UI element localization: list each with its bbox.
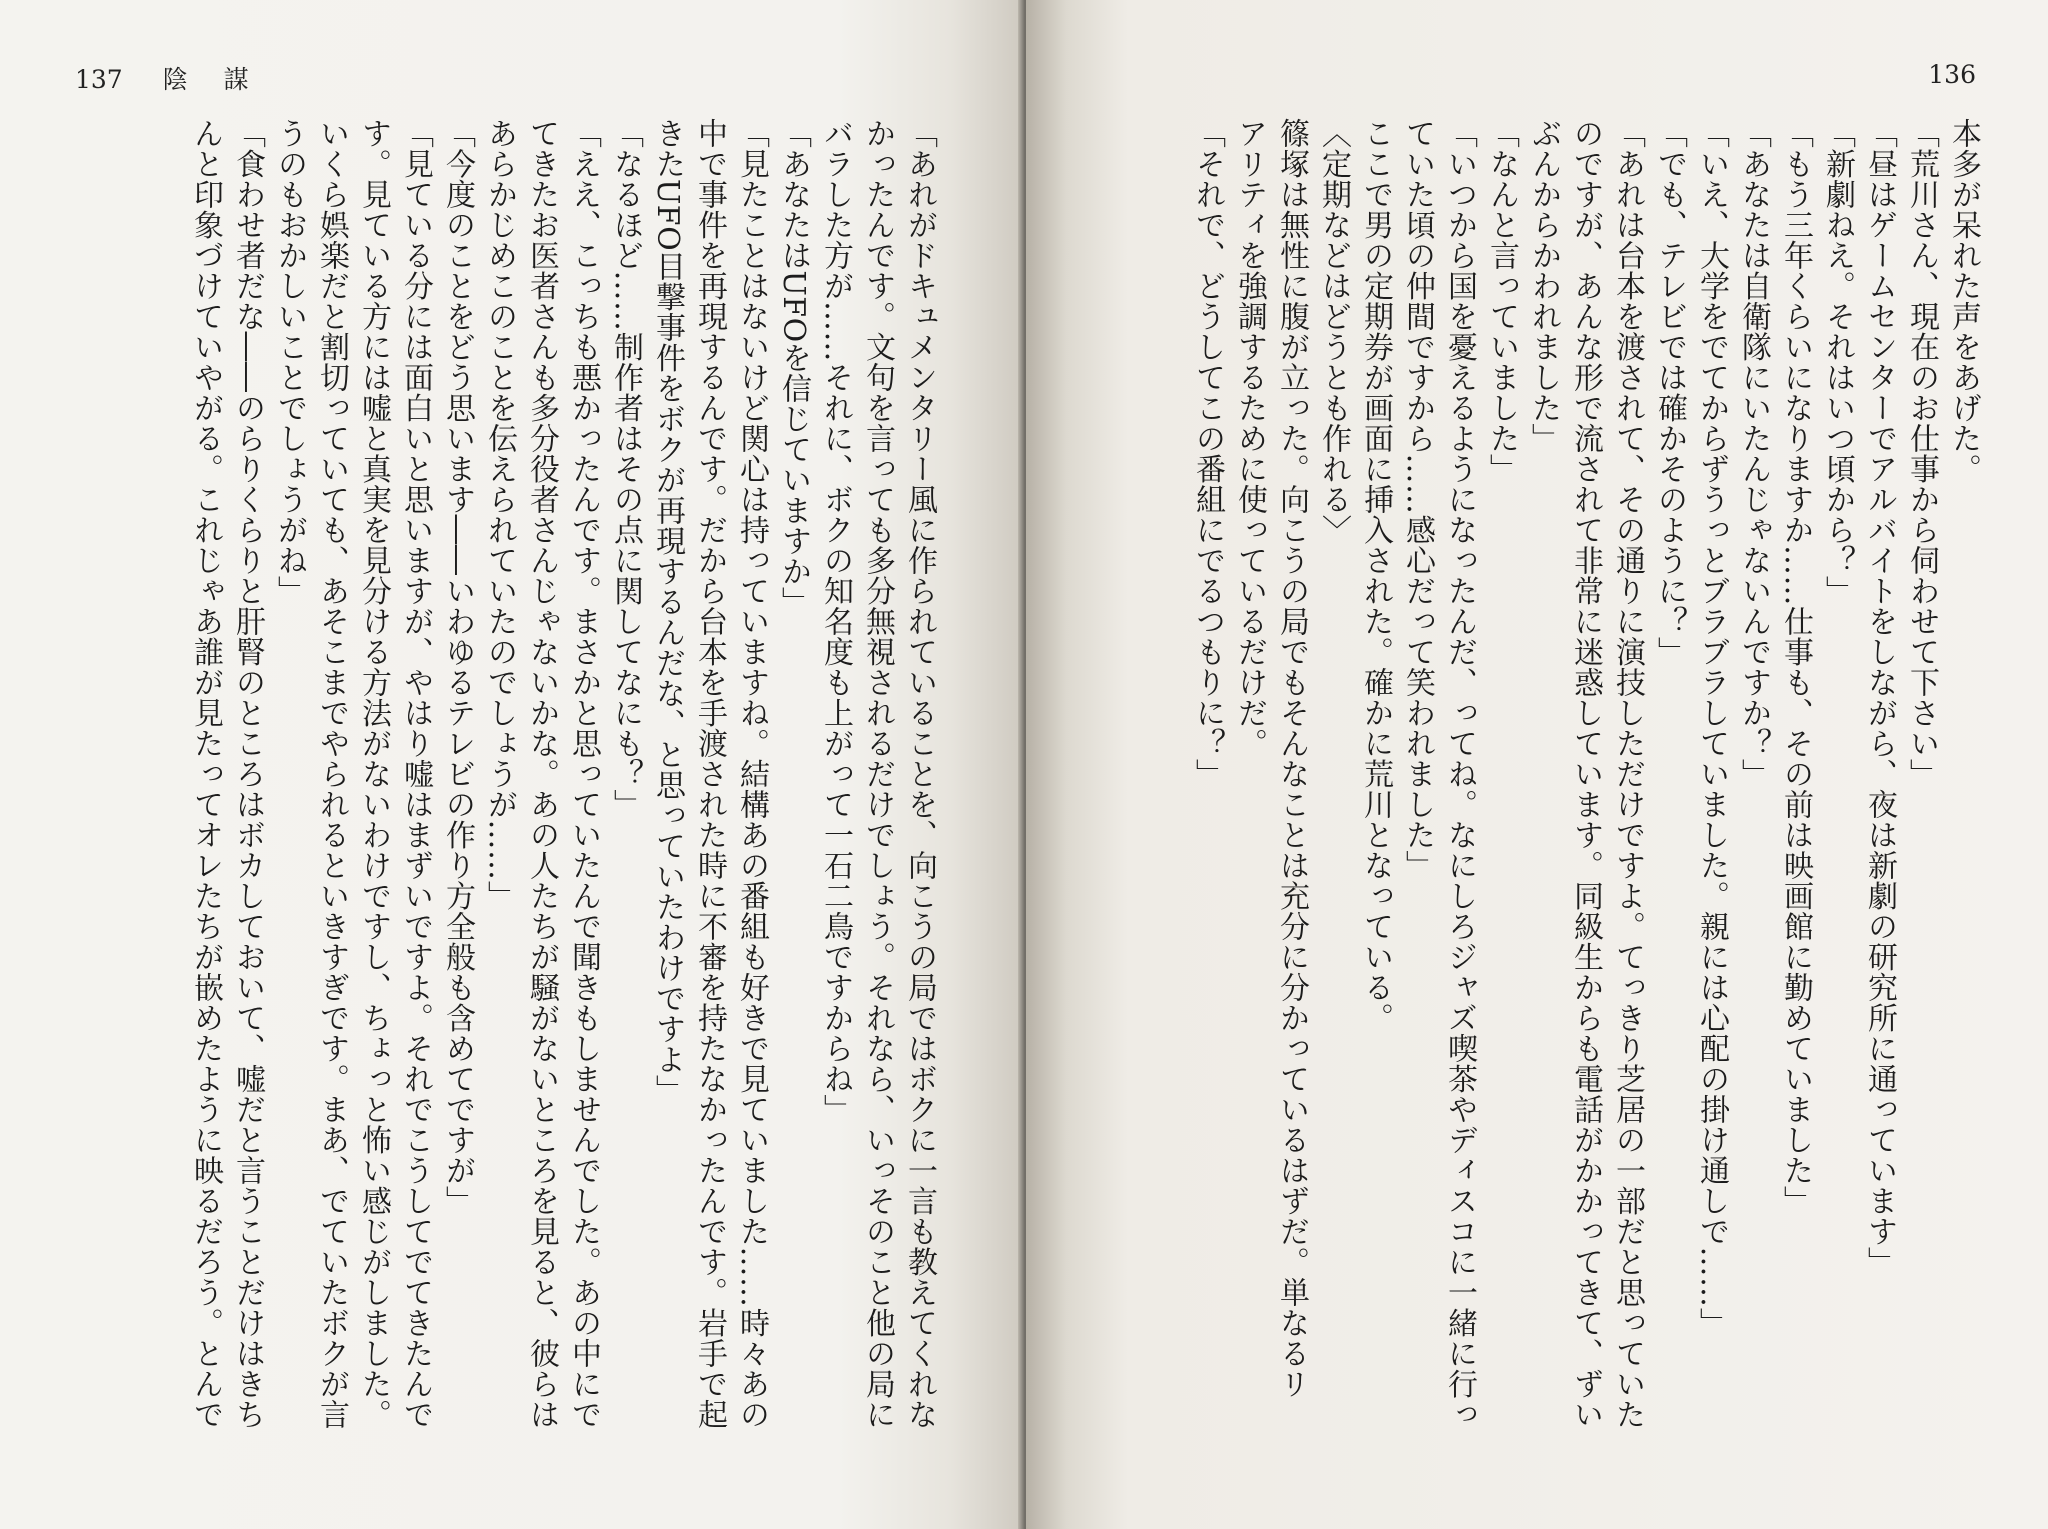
text-line: 「あれは台本を渡されて、その通りに演技しただけですよ。てっきり芝居の一部だと思っていた — [1610, 118, 1645, 1430]
text-line: のですが、あんな形で流されて非常に迷惑しています。同級生からも電話がかかってきて、ずい — [1568, 118, 1603, 1430]
text-line: かったんです。文句を言っても多分無視されるだけでしょう。それなら、いっそのこと他の局に — [860, 118, 895, 1430]
text-line: いくら娯楽だと割切っていても、あそこまでやられるといきすぎです。まあ、でていたボクが言 — [314, 118, 349, 1430]
text-line: うのもおかしいことでしょうがね」 — [272, 118, 307, 606]
text-line: ぶんからかわれました」 — [1526, 118, 1561, 454]
text-line: 「今度のことをどう思います――いわゆるテレビの作り方全般も含めてですが」 — [440, 118, 475, 1216]
text-line: あらかじめこのことを伝えられていたのでしょうが……」 — [482, 118, 517, 911]
text-line: ここで男の定期券が画面に挿入された。確かに荒川となっている。 — [1358, 118, 1393, 1033]
text-line: 「荒川さん、現在のお仕事から伺わせて下さい」 — [1904, 118, 1939, 789]
text-line: アリティを強調するために使っているだけだ。 — [1232, 118, 1267, 759]
text-line: 「食わせ者だな――のらりくらりと肝腎のところはボカしておいて、嘘だと言うことだけはきち — [230, 118, 265, 1430]
text-line: 「なるほど……制作者はその点に関してなにも？」 — [608, 118, 643, 820]
text-line: 本多が呆れた声をあげた。 — [1946, 118, 1981, 484]
text-line: 〈定期などはどうとも作れる〉 — [1316, 118, 1351, 545]
text-line: 中で事件を再現するんです。だから台本を手渡された時に不審を持たなかったんです。岩手で起 — [692, 118, 727, 1430]
text-line: 「なんと言っていました」 — [1484, 118, 1519, 484]
text-line: 篠塚は無性に腹が立った。向こうの局でもそんなことは充分に分かっているはずだ。単なるリ — [1274, 118, 1309, 1399]
text-line: きたUFO目撃事件をボクが再現するんだな、と思っていたわけですよ」 — [650, 118, 685, 1106]
text-line: 「あなたはUFOを信じていますか」 — [776, 118, 811, 618]
text-line: 「それで、どうしてこの番組にでるつもりに？」 — [1190, 118, 1225, 789]
text-line: 「ええ、こっちも悪かったんです。まさかと思っていたんで聞きもしませんでした。あの中にで — [566, 118, 601, 1430]
text-line: 「もう三年くらいになりますか……仕事も、その前は映画館に勤めていました」 — [1778, 118, 1813, 1216]
text-line: ていた頃の仲間ですから……感心だって笑われました」 — [1400, 118, 1435, 881]
right-page-body — [1054, 118, 1984, 1478]
text-line: バラした方が……それに、ボクの知名度も上がって一石二鳥ですからね」 — [818, 118, 853, 1125]
left-page — [0, 0, 1022, 1529]
left-page-body — [100, 118, 940, 1478]
text-line: 「昼はゲームセンターでアルバイトをしながら、夜は新劇の研究所に通っています」 — [1862, 118, 1897, 1277]
text-line: す。見ている方には嘘と真実を見分ける方法がないわけですし、ちょっと怖い感じがしました。 — [356, 118, 391, 1430]
right-page-number: 136 — [1928, 60, 1976, 89]
text-line: 「新劇ねえ。それはいつ頃から？」 — [1820, 118, 1855, 606]
text-line: 「あれがドキュメンタリー風に作られていることを、向こうの局ではボクに一言も教えてくれな — [902, 118, 937, 1430]
text-line: てきたお医者さんも多分役者さんじゃないかな。あの人たちが騒がないところを見ると、彼らは — [524, 118, 559, 1430]
right-page-header — [1928, 60, 1976, 89]
text-line: 「あなたは自衛隊にいたんじゃないんですか？」 — [1736, 118, 1771, 789]
text-line: んと印象づけていやがる。これじゃあ誰が見たってオレたちが嵌めたように映るだろう。とんで — [188, 118, 223, 1430]
text-line: 「でも、テレビでは確かそのように？」 — [1652, 118, 1687, 667]
right-page — [1026, 0, 2048, 1529]
left-page-header — [75, 60, 263, 96]
text-line: 「見ている分には面白いと思いますが、やはり嘘はまずいですよ。それでこうしてでてきたんで — [398, 118, 433, 1430]
text-line: 「いえ、大学をでてからずうっとブラブラしていました。親には心配の掛け通しで……」 — [1694, 118, 1729, 1338]
running-title: 陰 謀 — [162, 65, 263, 94]
left-page-number: 137 — [75, 65, 123, 94]
text-line: 「見たことはないけど関心は持っていますね。結構あの番組も好きで見ていました……時々あの — [734, 118, 769, 1430]
text-line: 「いつから国を憂えるようになったんだ、ってね。なにしろジャズ喫茶やディスコに一緒に行っ — [1442, 118, 1477, 1430]
